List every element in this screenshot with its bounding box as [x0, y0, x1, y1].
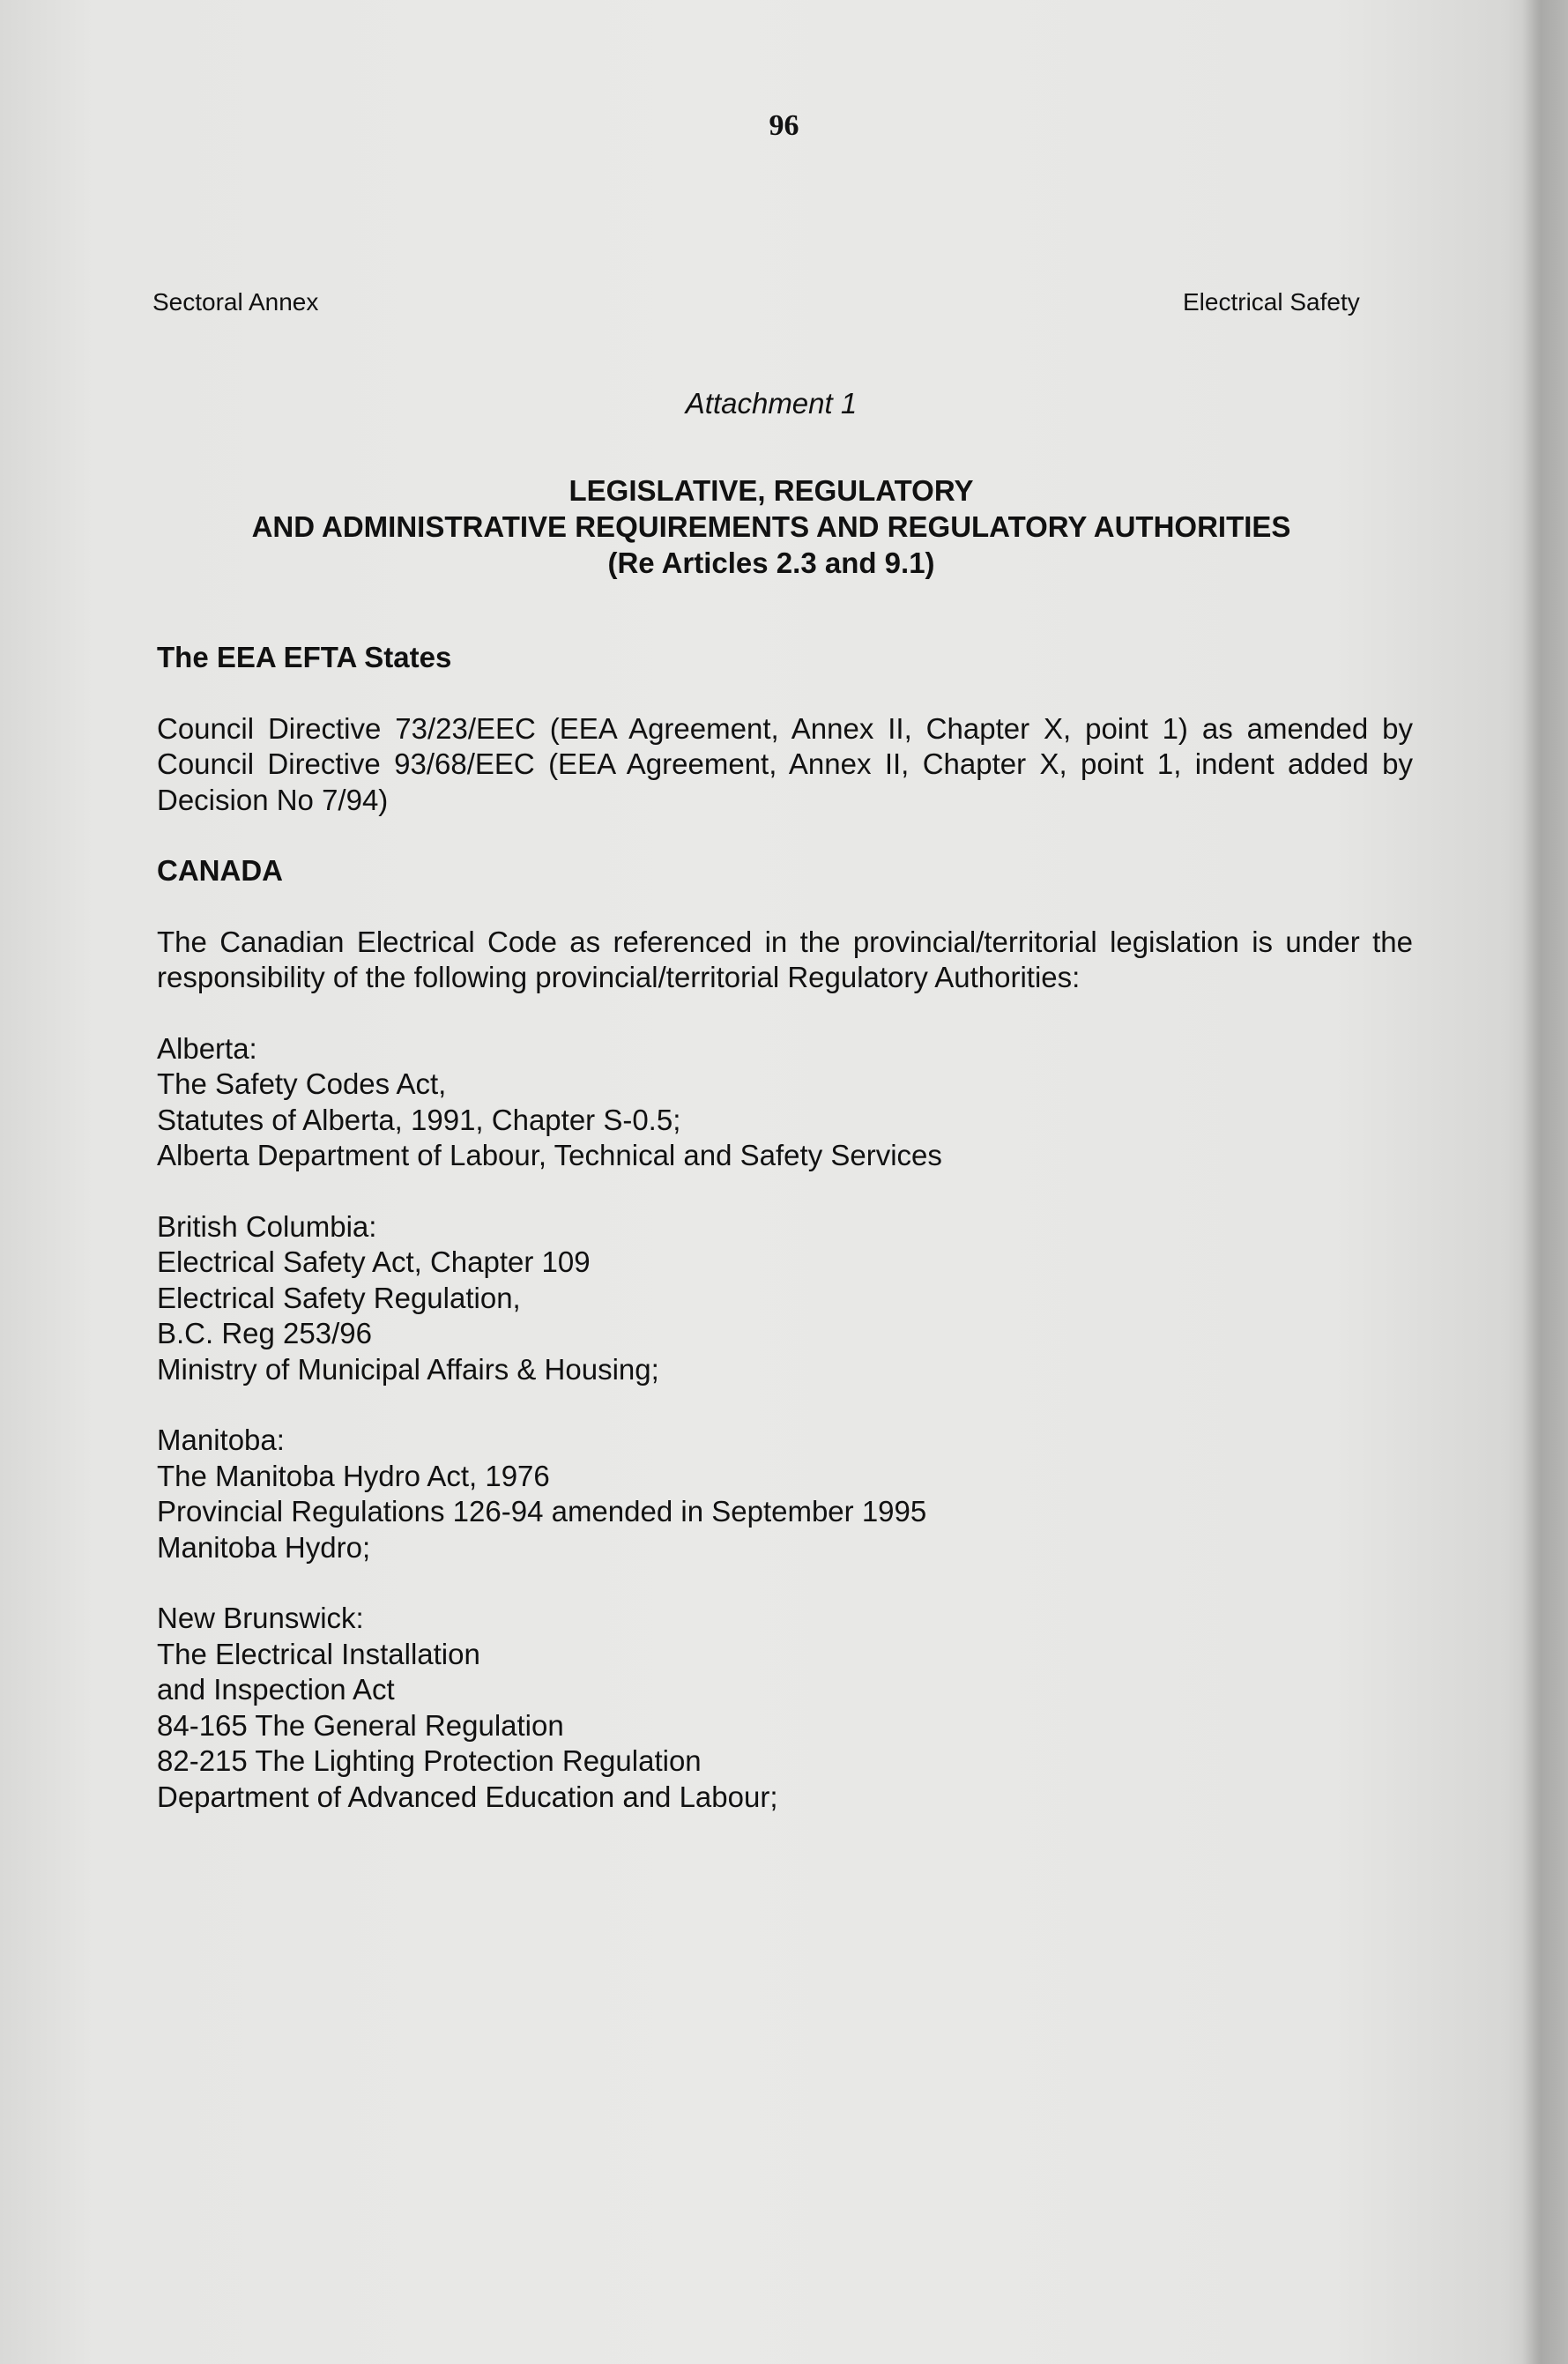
book-spine-shadow	[1522, 0, 1568, 2364]
province-block-new-brunswick	[157, 1601, 1413, 1815]
running-head-right: Electrical Safety	[1183, 288, 1360, 316]
authority-line: 84-165 The General Regulation	[157, 1708, 564, 1742]
main-title-line-1: LEGISLATIVE, REGULATORY	[568, 474, 974, 507]
province-block-british-columbia	[157, 1209, 1413, 1388]
canada-paragraph: The Canadian Electrical Code as referenced in the provincial/territorial legislation is under the responsibility of the following provincial/territorial Regulatory Authorities:	[157, 925, 1413, 993]
authority-line: Ministry of Municipal Affairs & Housing;	[157, 1352, 659, 1386]
title-block	[132, 386, 1410, 581]
authority-line: The Electrical Installation	[157, 1637, 480, 1670]
eea-heading: The EEA EFTA States	[157, 641, 452, 673]
authority-line: Alberta Department of Labour, Technical and Safety Services	[157, 1139, 942, 1171]
main-title-line-3: (Re Articles 2.3 and 9.1)	[607, 546, 935, 579]
authority-line: Provincial Regulations 126-94 amended in September 1995	[157, 1495, 927, 1528]
running-head-left: Sectoral Annex	[152, 288, 319, 316]
authority-line: Electrical Safety Regulation,	[157, 1281, 521, 1314]
authority-line: 82-215 The Lighting Protection Regulation	[157, 1744, 702, 1777]
attachment-label: Attachment 1	[685, 387, 858, 420]
main-title-line-2: AND ADMINISTRATIVE REQUIREMENTS AND REGULATORY AUTHORITIES	[251, 510, 1291, 543]
authority-line: B.C. Reg 253/96	[157, 1317, 372, 1349]
main-title	[132, 472, 1410, 581]
authority-line: Electrical Safety Act, Chapter 109	[157, 1245, 591, 1278]
authority-line: and Inspection Act	[157, 1673, 395, 1706]
province-name: British Columbia:	[157, 1209, 377, 1243]
province-name: Manitoba:	[157, 1424, 285, 1456]
authority-line: Statutes of Alberta, 1991, Chapter S-0.5;	[157, 1103, 681, 1136]
page-number: 96	[769, 109, 799, 142]
province-block-manitoba	[157, 1423, 1413, 1565]
document-body	[157, 640, 1413, 1850]
province-name: Alberta:	[157, 1031, 257, 1065]
authority-line: The Manitoba Hydro Act, 1976	[157, 1459, 550, 1492]
province-block-alberta	[157, 1031, 1413, 1174]
eea-paragraph: Council Directive 73/23/EEC (EEA Agreement, Annex II, Chapter X, point 1) as amended by Council Directive 93/68/EEC (EEA Agreement, Annex II, Chapter X, point 1, indent added by Decision No 7/94)	[157, 711, 1413, 816]
canada-heading: CANADA	[157, 854, 283, 887]
province-name: New Brunswick:	[157, 1602, 364, 1634]
authority-line: Manitoba Hydro;	[157, 1530, 371, 1564]
authority-line: Department of Advanced Education and Labour;	[157, 1780, 778, 1813]
authority-line: The Safety Codes Act,	[157, 1067, 447, 1100]
